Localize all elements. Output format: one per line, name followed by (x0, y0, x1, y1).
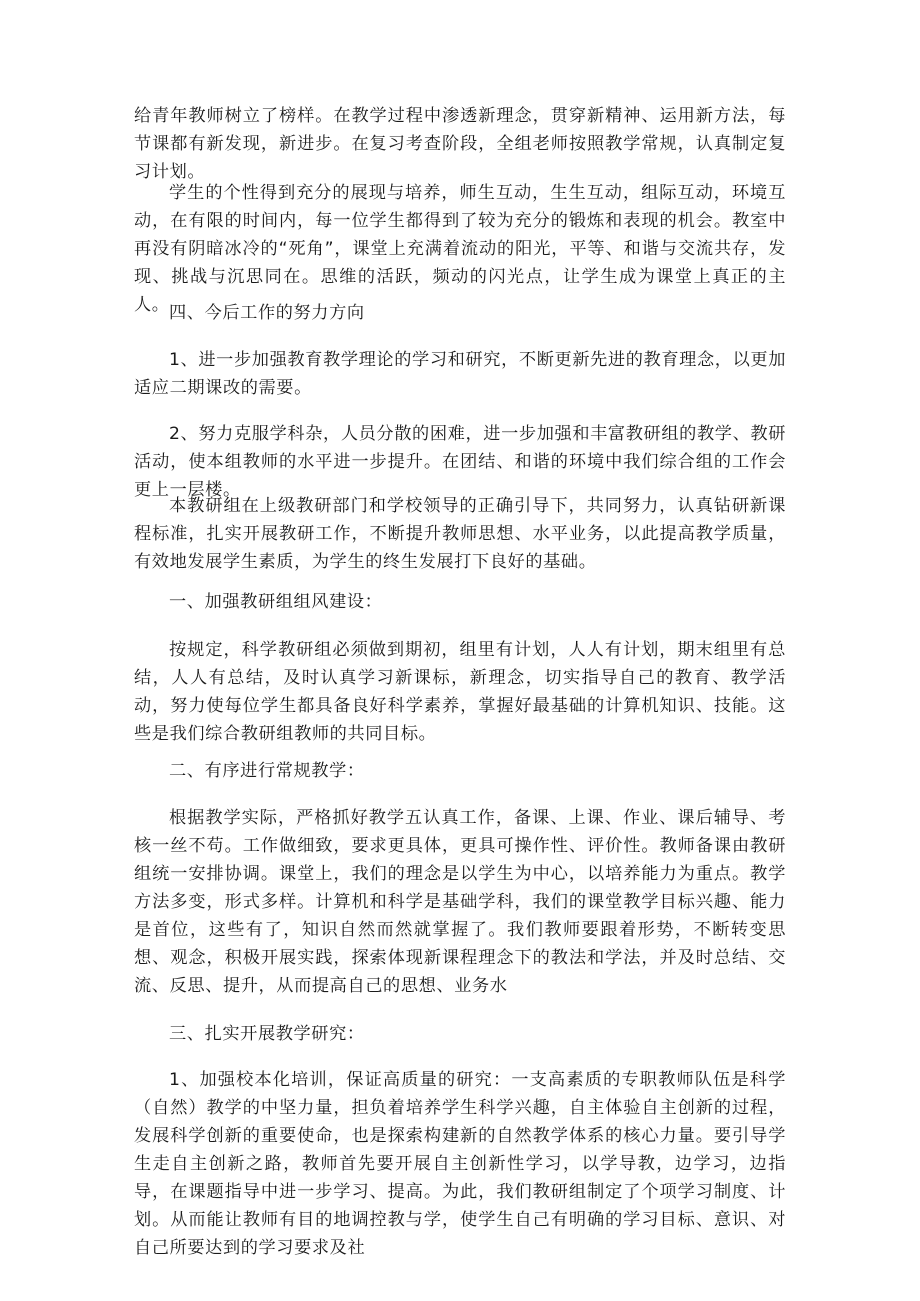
heading-teaching-research: 三、扎实开展教学研究： (169, 1024, 365, 1044)
heading-future-direction: 四、今后工作的努力方向 (169, 303, 365, 323)
paragraph-group-style: 按规定，科学教研组必须做到期初，组里有计划，人人有计划，期末组里有总结，人人有总结，及时认真学习新课标，新理念，切实指导自己的教育、教学活动，努力使每位学生都具备良好科学素养，掌握好最基础的计算机知识、技能。这些是我们综合教研组教师的共同目标。 (134, 640, 786, 744)
paragraph-routine-teaching: 根据教学实际，严格抓好教学五认真工作，备课、上课、作业、课后辅导、考核一丝不苟。工作做细致，要求更具体，更具可操作性、评价性。教师备课由教研组统一安排协调。课堂上，我们的理念是以学生为中心，以培养能力为重点。教学方法多变，形式多样。计算机和科学是基础学科，我们的课堂教学目标兴趣、能力是首位，这些有了，知识自然而然就掌握了。我们教师要跟着形势，不断转变思想、观念，积极开展实践，探索体现新课程理念下的教法和学法，并及时总结、交流、反思、提升，从而提高自己的思想、业务水 (134, 808, 786, 996)
paragraph-school-training: 1、加强校本化培训，保证高质量的研究：一支高素质的专职教师队伍是科学（自然）教学的中坚力量，担负着培养学生科学兴趣，自主体验自主创新的过程，发展科学创新的重要使命，也是探索构建新的自然教学体系的核心力量。要引导学生走自主创新之路，教师首先要开展自主创新性学习，以学导教，边学习，边指导，在课题指导中进一步学习、提高。为此，我们教研组制定了个项学习制度、计划。从而能让教师有目的地调控教与学，使学生自己有明确的学习目标、意识、对自己所要达到的学习要求及社 (134, 1070, 786, 1258)
paragraph-student-personality: 学生的个性得到充分的展现与培养，师生互动，生生互动，组际互动，环境互动，在有限的时间内，每一位学生都得到了较为充分的锻炼和表现的机会。教室中再没有阴暗冰冷的“死角”，课堂上充满着流动的阳光，平等、和谐与交流共存，发现、挑战与沉思同在。思维的活跃，频动的闪光点，让学生成为课堂上真正的主人。 (134, 183, 786, 315)
paragraph-direction-item-1: 1、进一步加强教育教学理论的学习和研究，不断更新先进的教育理念，以更加适应二期课改的需要。 (134, 350, 786, 398)
paragraph-role-model: 给青年教师树立了榜样。在教学过程中渗透新理念，贯穿新精神、运用新方法，每节课都有新发现，新进步。在复习考查阶段，全组老师按照教学常规，认真制定复习计划。 (134, 106, 786, 182)
heading-routine-teaching: 二、有序进行常规教学： (169, 761, 365, 781)
paragraph-group-overview: 本教研组在上级教研部门和学校领导的正确引导下，共同努力，认真钻研新课程标准，扎实开展教研工作，不断提升教师思想、水平业务，以此提高教学质量，有效地发展学生素质，为学生的终生发展打下良好的基础。 (134, 496, 786, 572)
paragraph-direction-item-2: 2、努力克服学科杂，人员分散的困难，进一步加强和丰富教研组的教学、教研活动，使本组教师的水平进一步提升。在团结、和谐的环境中我们综合组的工作会更上一层楼。 (134, 424, 786, 500)
heading-group-style: 一、加强教研组组风建设： (169, 592, 383, 612)
